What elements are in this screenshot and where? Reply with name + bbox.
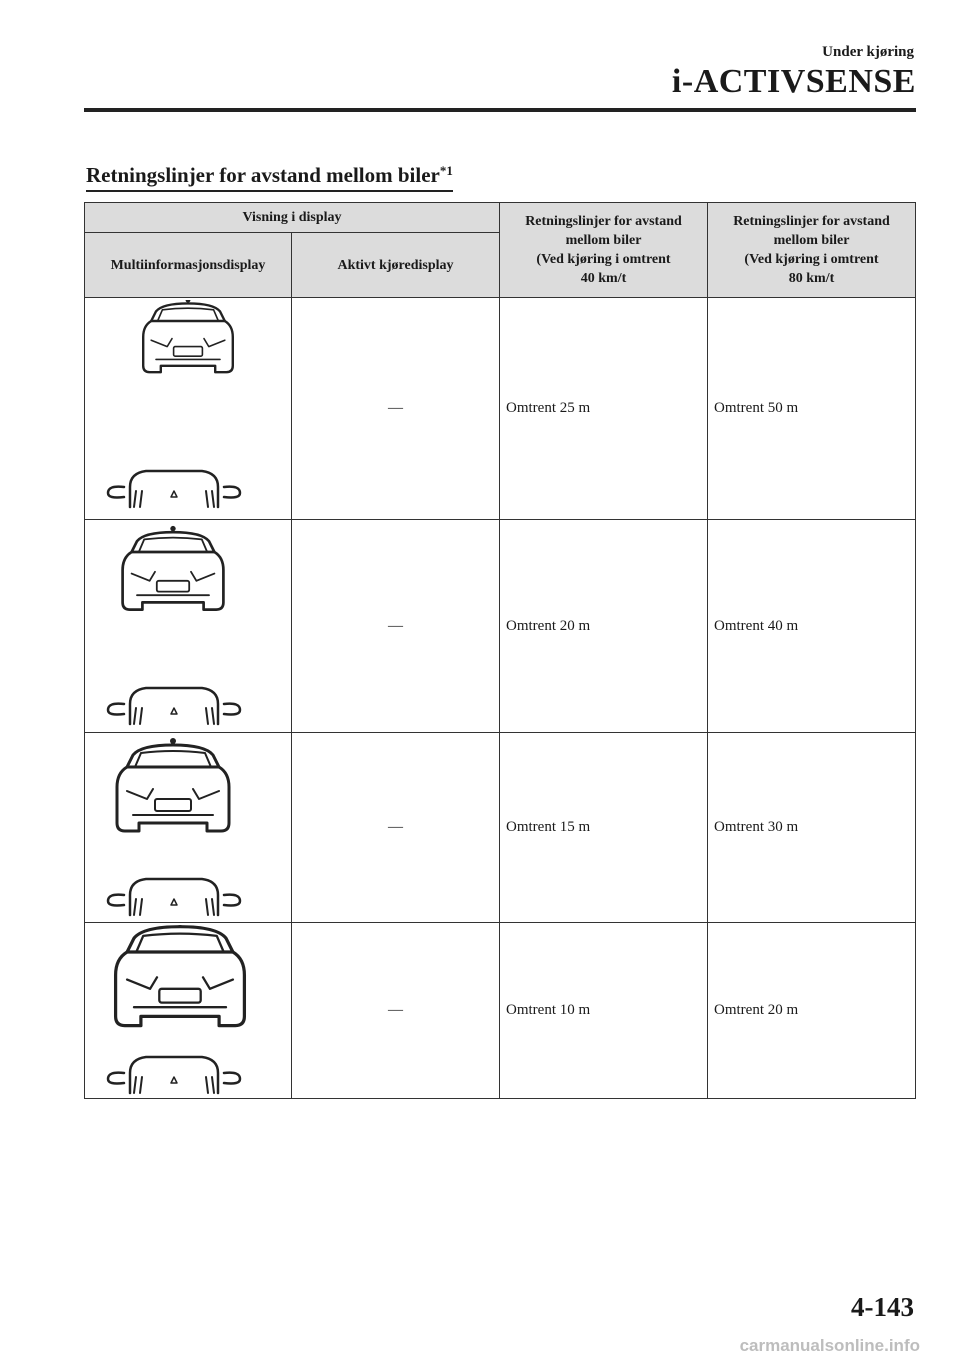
own-car-icon xyxy=(108,879,240,915)
distance-40kmh: Omtrent 15 m xyxy=(500,733,708,923)
header-40-line1: Retningslinjer for avstand xyxy=(525,214,682,229)
lead-car-icon xyxy=(143,300,233,372)
page-number: 4-143 xyxy=(851,1292,914,1322)
multi-display-cell xyxy=(85,298,292,520)
lead-car-icon xyxy=(117,738,229,831)
table-row xyxy=(85,923,916,1099)
table-row xyxy=(85,733,916,923)
footnote-mark: *1 xyxy=(439,163,453,178)
active-display-value: — xyxy=(292,298,500,520)
active-display-value: — xyxy=(292,733,500,923)
header-40-line3: (Ved kjøring i omtrent xyxy=(536,252,671,267)
header-40kmh xyxy=(500,203,708,298)
own-car-icon xyxy=(108,471,240,507)
table-row xyxy=(85,520,916,733)
active-display-value: — xyxy=(292,520,500,733)
active-display-header: Aktivt kjøredisplay xyxy=(292,233,500,298)
distance-40kmh: Omtrent 25 m xyxy=(500,298,708,520)
multi-display-header: Multiinformasjonsdisplay xyxy=(85,233,292,298)
distance-40kmh: Omtrent 20 m xyxy=(500,520,708,733)
chapter-title: i-ACTIVSENSE xyxy=(671,63,916,100)
section-label: Under kjøring xyxy=(822,44,914,60)
following-distance-illustration xyxy=(88,925,288,1097)
distance-80kmh: Omtrent 40 m xyxy=(708,520,916,733)
multi-display-cell xyxy=(85,923,292,1099)
distance-80kmh: Omtrent 30 m xyxy=(708,733,916,923)
distance-80kmh: Omtrent 50 m xyxy=(708,298,916,520)
distance-80kmh: Omtrent 20 m xyxy=(708,923,916,1099)
active-display-value: — xyxy=(292,923,500,1099)
distance-40kmh: Omtrent 10 m xyxy=(500,923,708,1099)
multi-display-cell xyxy=(85,733,292,923)
header-80-line3: (Ved kjøring i omtrent xyxy=(744,252,879,267)
section-heading xyxy=(86,162,453,192)
header-80kmh xyxy=(708,203,916,298)
following-distance-illustration xyxy=(88,300,288,518)
own-car-icon xyxy=(108,688,240,724)
lead-car-icon xyxy=(116,925,245,1026)
watermark: carmanualsonline.info xyxy=(739,1336,920,1355)
following-distance-illustration xyxy=(88,735,288,921)
header-rule xyxy=(84,108,916,112)
distance-guide-table xyxy=(84,202,916,1099)
display-group-header: Visning i display xyxy=(85,203,500,233)
own-car-icon xyxy=(108,1057,240,1093)
header-40-line2: mellom biler xyxy=(565,233,642,248)
header-80-line4: 80 km/t xyxy=(788,271,835,286)
lead-car-icon xyxy=(123,525,224,609)
table-row xyxy=(85,298,916,520)
header-80-line1: Retningslinjer for avstand xyxy=(733,214,890,229)
multi-display-cell xyxy=(85,520,292,733)
following-distance-illustration xyxy=(88,522,288,731)
header-80-line2: mellom biler xyxy=(773,233,850,248)
header-40-line4: 40 km/t xyxy=(580,271,627,286)
section-heading-text: Retningslinjer for avstand mellom biler xyxy=(86,163,440,187)
